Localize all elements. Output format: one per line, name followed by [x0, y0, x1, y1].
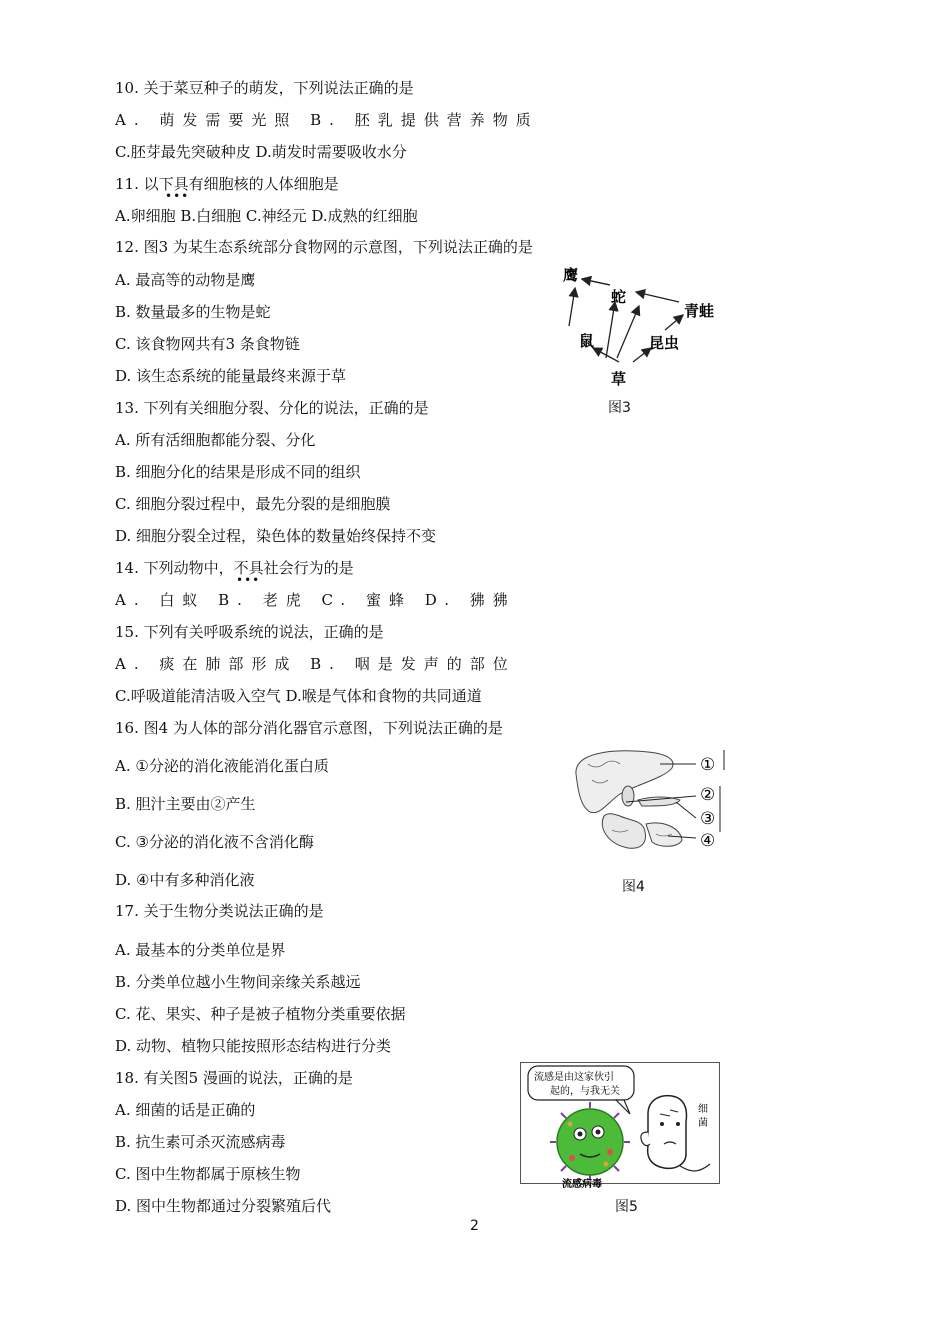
node-grass: 草: [611, 370, 627, 388]
node-mouse: 鼠: [579, 332, 595, 350]
q17-option-a: A. 最基本的分类单位是界: [115, 941, 286, 959]
q15-stem: 15. 下列有关呼吸系统的说法，正确的是: [115, 623, 384, 641]
speech-line-1: 流感是由这家伙引: [534, 1072, 614, 1083]
figure-3-caption: 图3: [608, 400, 631, 416]
q12-option-a: A. 最高等的动物是鹰: [115, 271, 256, 289]
q16-option-d: D. ④中有多种消化液: [115, 871, 255, 889]
figure-5-caption: 图5: [615, 1199, 638, 1215]
q18-option-b: B. 抗生素可杀灭流感病毒: [115, 1133, 286, 1151]
page-number: 2: [470, 1218, 479, 1234]
q18-option-d: D. 图中生物都通过分裂繁殖后代: [115, 1197, 332, 1215]
node-eagle: 鹰: [563, 266, 579, 284]
q17-stem: 17. 关于生物分类说法正确的是: [115, 902, 324, 920]
q14-stem: 14. 下列动物中，不具社会行为的是: [115, 559, 354, 577]
label-1: ①: [700, 755, 716, 775]
label-3: ③: [700, 809, 716, 829]
q10-options-cd: C.胚芽最先突破种皮 D.萌发时需要吸收水分: [115, 143, 407, 161]
node-frog: 青蛙: [684, 302, 715, 320]
q17-option-d: D. 动物、植物只能按照形态结构进行分类: [115, 1037, 392, 1055]
q16-option-b: B. 胆汁主要由②产生: [115, 795, 256, 813]
bacteria-label-char2: 菌: [698, 1118, 708, 1129]
q13-option-b: B. 细胞分化的结果是形成不同的组织: [115, 463, 361, 481]
q16-option-a: A. ①分泌的消化液能消化蛋白质: [115, 757, 329, 775]
label-4: ④: [700, 831, 716, 851]
q13-option-d: D. 细胞分裂全过程，染色体的数量始终保持不变: [115, 527, 437, 545]
q11-options: A.卵细胞 B.白细胞 C.神经元 D.成熟的红细胞: [115, 207, 418, 225]
figure-4-caption: 图4: [622, 879, 645, 895]
q12-option-b: B. 数量最多的生物是蛇: [115, 303, 271, 321]
bacteria-label-char1: 细: [698, 1104, 708, 1115]
node-snake: 蛇: [611, 288, 627, 306]
q17-option-b: B. 分类单位越小生物间亲缘关系越远: [115, 973, 361, 991]
q10-options-ab: A. 萌发需要光照 B. 胚乳提供营养物质: [115, 111, 539, 129]
virus-bacteria-cartoon: [520, 1062, 720, 1192]
food-web-diagram: [555, 258, 735, 394]
label-2: ②: [700, 785, 716, 805]
q12-stem: 12. 图3 为某生态系统部分食物网的示意图，下列说法正确的是: [115, 238, 533, 256]
q12-option-d: D. 该生态系统的能量最终来源于草: [115, 367, 347, 385]
q12-option-c: C. 该食物网共有3 条食物链: [115, 335, 300, 353]
q15-options-ab: A. 痰在肺部形成 B. 咽是发声的部位: [115, 655, 516, 673]
q14-emphasis-dots: •••: [236, 573, 261, 587]
q18-option-a: A. 细菌的话是正确的: [115, 1101, 256, 1119]
q16-stem: 16. 图4 为人体的部分消化器官示意图，下列说法正确的是: [115, 719, 503, 737]
q18-stem: 18. 有关图5 漫画的说法，正确的是: [115, 1069, 353, 1087]
q10-stem: 10. 关于菜豆种子的萌发，下列说法正确的是: [115, 79, 414, 97]
q13-option-c: C. 细胞分裂过程中，最先分裂的是细胞膜: [115, 495, 391, 513]
q13-stem: 13. 下列有关细胞分裂、分化的说法，正确的是: [115, 399, 429, 417]
q15-options-cd: C.呼吸道能清洁吸入空气 D.喉是气体和食物的共同通道: [115, 687, 482, 705]
speech-line-2: 起的，与我无关: [550, 1086, 620, 1097]
virus-label: 流感病毒: [562, 1179, 602, 1190]
q11-emphasis-dots: •••: [165, 189, 190, 203]
q14-options: A. 白蚁 B. 老虎 C. 蜜蜂 D. 狒狒: [115, 591, 516, 609]
q18-option-c: C. 图中生物都属于原核生物: [115, 1165, 301, 1183]
q17-option-c: C. 花、果实、种子是被子植物分类重要依据: [115, 1005, 406, 1023]
node-insect: 昆虫: [649, 334, 680, 352]
q16-option-c: C. ③分泌的消化液不含消化酶: [115, 833, 314, 851]
digestive-organs-diagram: [568, 744, 728, 856]
q13-option-a: A. 所有活细胞都能分裂、分化: [115, 431, 316, 449]
q11-stem: 11. 以下具有细胞核的人体细胞是: [115, 175, 339, 193]
